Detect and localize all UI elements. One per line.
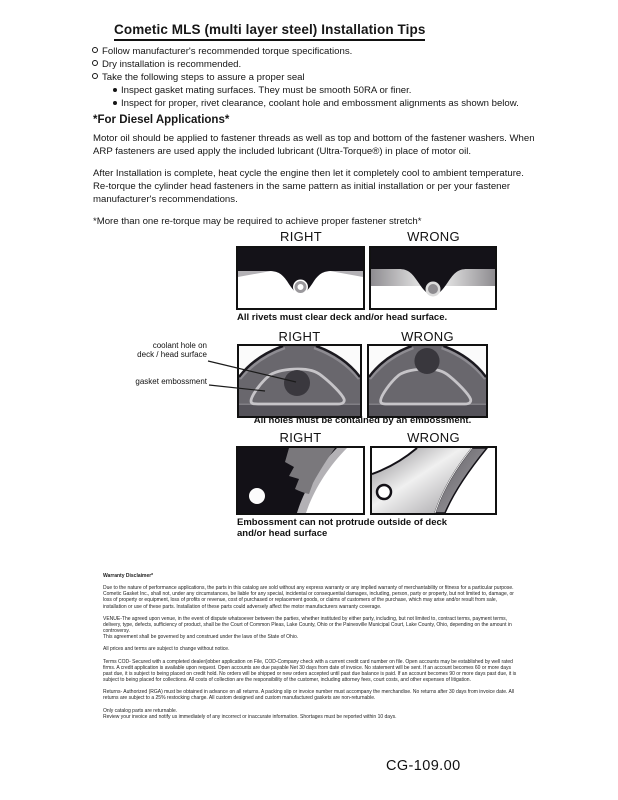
diesel-heading: *For Diesel Applications* [93, 114, 230, 126]
wrong-label: WRONG [401, 329, 454, 344]
diagram-caption: All holes must be contained by an embossment. [253, 415, 472, 426]
legal-paragraph: Due to the nature of performance applications, the parts in this catalog are sold without any express warranty or any implied warranty of merchantability or fitness for a particular purpose. Cometic Gasket Inc., shall not, under any circumstances, be liable for any special, incidental or consequential damages, including, person, party or property, but not limited to, damage, or loss of property or equipment, loss of profits or revenue, cost of purchased or replacement goods, or claims of customers of the purchase, which may arise and/or result from sale, installation or use of these parts. Installation of these parts could adversely affect the motor manufacturers warranty coverage. [103, 585, 514, 610]
rivet-center [428, 284, 438, 294]
tip-text: Dry installation is recommended. [102, 59, 242, 70]
diesel-paragraph: After Installation is complete, heat cycle the engine then let it completely cool to ambient temperature. Re-torque the cylinder head fasteners in the same pattern as initial installation or per your fastener manufacturer's recommendations. [93, 167, 524, 205]
page-title: Cometic MLS (multi layer steel) Installation Tips [114, 22, 425, 41]
protrusion-wrong-diagram [372, 448, 495, 513]
wrong-label: WRONG [407, 229, 460, 244]
list-item [92, 97, 552, 110]
list-item [92, 71, 552, 84]
legal-section [103, 573, 517, 720]
legal-paragraph: Review your invoice and notify us immediately of any incorrect or inaccurate information. Shortages must be reported within 10 days. [103, 713, 397, 720]
protrusion-right-diagram [238, 448, 363, 513]
tip-text: Inspect gasket mating surfaces. They must be smooth 50RA or finer. [121, 85, 412, 96]
diagram-caption: All rivets must clear deck and/or head surface. [237, 312, 448, 323]
hollow-bullet-icon [92, 47, 98, 53]
list-item [92, 58, 552, 71]
annotation-line: deck / head surface [137, 349, 207, 359]
legal-paragraph: This agreement shall be governed by and construed under the laws of the State of Ohio. [103, 634, 299, 641]
list-item [92, 84, 552, 97]
tip-text: Inspect for proper, rivet clearance, coolant hole and embossment alignments as shown below. [121, 98, 519, 109]
leader-lines [140, 340, 310, 410]
diagram-caption [237, 517, 447, 539]
diesel-note: *More than one re-torque may be required to achieve proper fastener stretch* [93, 215, 422, 227]
diesel-section [93, 114, 540, 237]
legal-paragraph: Only catalog parts are returnable. [103, 707, 178, 714]
tip-text: Take the following steps to assure a proper seal [102, 72, 305, 83]
embossment-wrong-diagram [369, 346, 486, 416]
filled-bullet-icon [113, 101, 117, 105]
annotation-line: coolant hole on [152, 341, 207, 350]
diagram-protrusion-right [236, 446, 365, 515]
legal-paragraph: Returns- Authorized (RGA) must be obtained in advance on all returns. A packing slip or invoice number must accompany the merchandise. No returns after 30 days from invoice date. All returns are subject to a 25% restocking charge. All custom designed and custom manufactured gaskets are non-returnable. [103, 689, 515, 702]
diagram-embossment-wrong [367, 344, 488, 418]
list-item [92, 45, 552, 58]
legal-paragraph: All prices and terms are subject to change without notice. [103, 646, 230, 653]
rivet-right-diagram [238, 248, 363, 308]
right-label: RIGHT [279, 430, 322, 445]
bolt-hole [377, 485, 391, 499]
coolant-hole [414, 348, 439, 374]
coolant-leader-line [208, 361, 296, 382]
rivet-wrong-diagram [371, 248, 495, 308]
legal-paragraph: Terms COD- Secured with a completed dealer/jobber application on File, COD-Company check with a current credit card number on file. Open accounts may be established by well rated firms. A credit application is available upon request. Open accounts are due payable Net 30 days from date of invoice. No statement will be sent. If an account becomes 60 or more days past due, it is subject to being placed on credit hold. No orders will be shipped or new orders accepted until past due balance is paid. If an account becomes 90 or more days past due, it is subject to being placed for collections. All costs of collection are the responsibility of the customer, including attorney fees, court costs, and other expenses of litigation. [103, 658, 517, 684]
tip-text: Follow manufacturer's recommended torque specifications. [102, 46, 353, 57]
warranty-disclaimer-heading: Warranty Disclaimer* [103, 573, 154, 579]
bolt-hole [249, 488, 265, 504]
diesel-paragraph: Motor oil should be applied to fastener threads as well as top and bottom of the fastener washers. When ARP fasteners are used apply the included lubricant (Ultra-Torque®) in place of motor oil. [93, 133, 535, 157]
caption-line: and/or head surface [237, 528, 328, 539]
diagram-rivet-wrong [369, 246, 497, 310]
gasket-embossment-annotation: gasket embossment [135, 377, 207, 386]
filled-bullet-icon [113, 88, 117, 92]
legal-paragraph: VENUE-The agreed upon venue, in the event of dispute whatsoever between the parties, whether instituted by either party, including, but not limited to, contract terms, payment terms, delivery, type, defects, sufficiency of product, shall be the Court of Common Pleas, Lake County, Ohio or the Painesville Municipal Court, Lake County, Ohio, depending on the amount in controversy. [103, 615, 512, 635]
right-label: RIGHT [278, 329, 321, 344]
caption-line: Embossment can not protrude outside of deck [237, 517, 448, 528]
diagram-rivet-right [236, 246, 365, 310]
hollow-bullet-icon [92, 60, 98, 66]
installation-tips-list [92, 45, 552, 110]
page-number: CG-109.00 [386, 758, 461, 774]
right-label: RIGHT [280, 229, 322, 244]
diagram-protrusion-wrong [370, 446, 497, 515]
wrong-label: WRONG [407, 430, 460, 445]
embossment-leader-line [209, 385, 265, 391]
hollow-bullet-icon [92, 73, 98, 79]
